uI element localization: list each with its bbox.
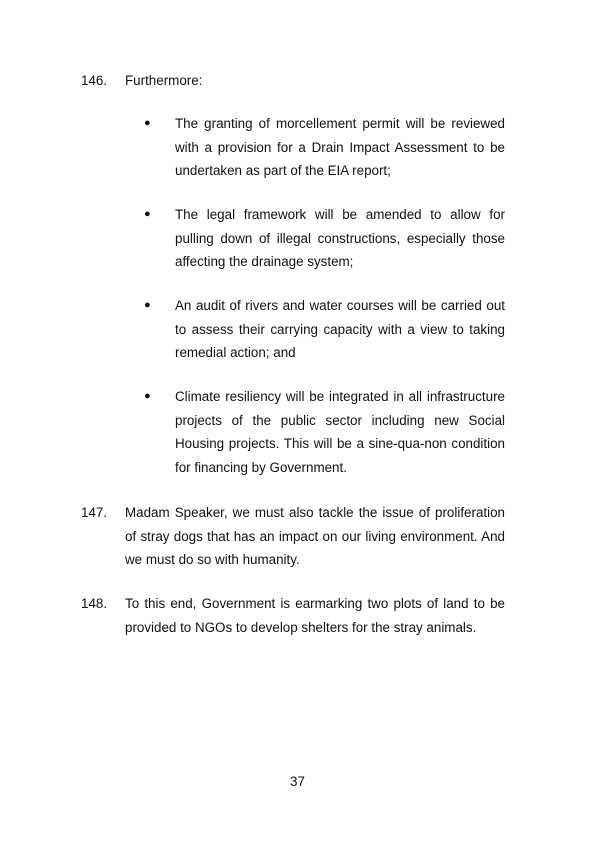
bullet-icon: ● <box>144 208 151 220</box>
paragraph-number: 146. <box>81 73 108 88</box>
bullet-icon: ● <box>144 299 151 311</box>
bullet-icon: ● <box>144 117 151 129</box>
bullet-item <box>144 203 505 274</box>
bullet-icon: ● <box>144 390 151 402</box>
paragraph-intro: Furthermore: <box>125 73 203 88</box>
page-number: 37 <box>290 774 305 789</box>
paragraph-number: 148. <box>81 596 108 611</box>
paragraph-text: Madam Speaker, we must also tackle the issue of proliferation of stray dogs that has an impact on our living environment. And we must do so with humanity. <box>125 505 505 567</box>
paragraph-text: To this end, Government is earmarking two plots of land to be provided to NGOs to develop shelters for the stray animals. <box>125 596 505 635</box>
bullet-item <box>144 385 505 479</box>
bullet-text: The granting of morcellement permit will be reviewed with a provision for a Drain Impact Assessment to be undertaken as part of the EIA report; <box>175 116 505 178</box>
paragraph-number: 147. <box>81 505 108 520</box>
paragraph-148 <box>81 592 505 639</box>
bullet-text: An audit of rivers and water courses will be carried out to assess their carrying capacity with a view to taking remedial action; and <box>175 298 505 360</box>
bullet-item <box>144 294 505 365</box>
bullet-text: Climate resiliency will be integrated in all infrastructure projects of the public sector including new Social Housing projects. This will be a sine-qua-non condition for financing by Government. <box>175 389 505 475</box>
bullet-text: The legal framework will be amended to allow for pulling down of illegal constructions, especially those affecting the drainage system; <box>175 207 505 269</box>
bullet-item <box>144 112 505 183</box>
paragraph-147 <box>81 501 505 572</box>
